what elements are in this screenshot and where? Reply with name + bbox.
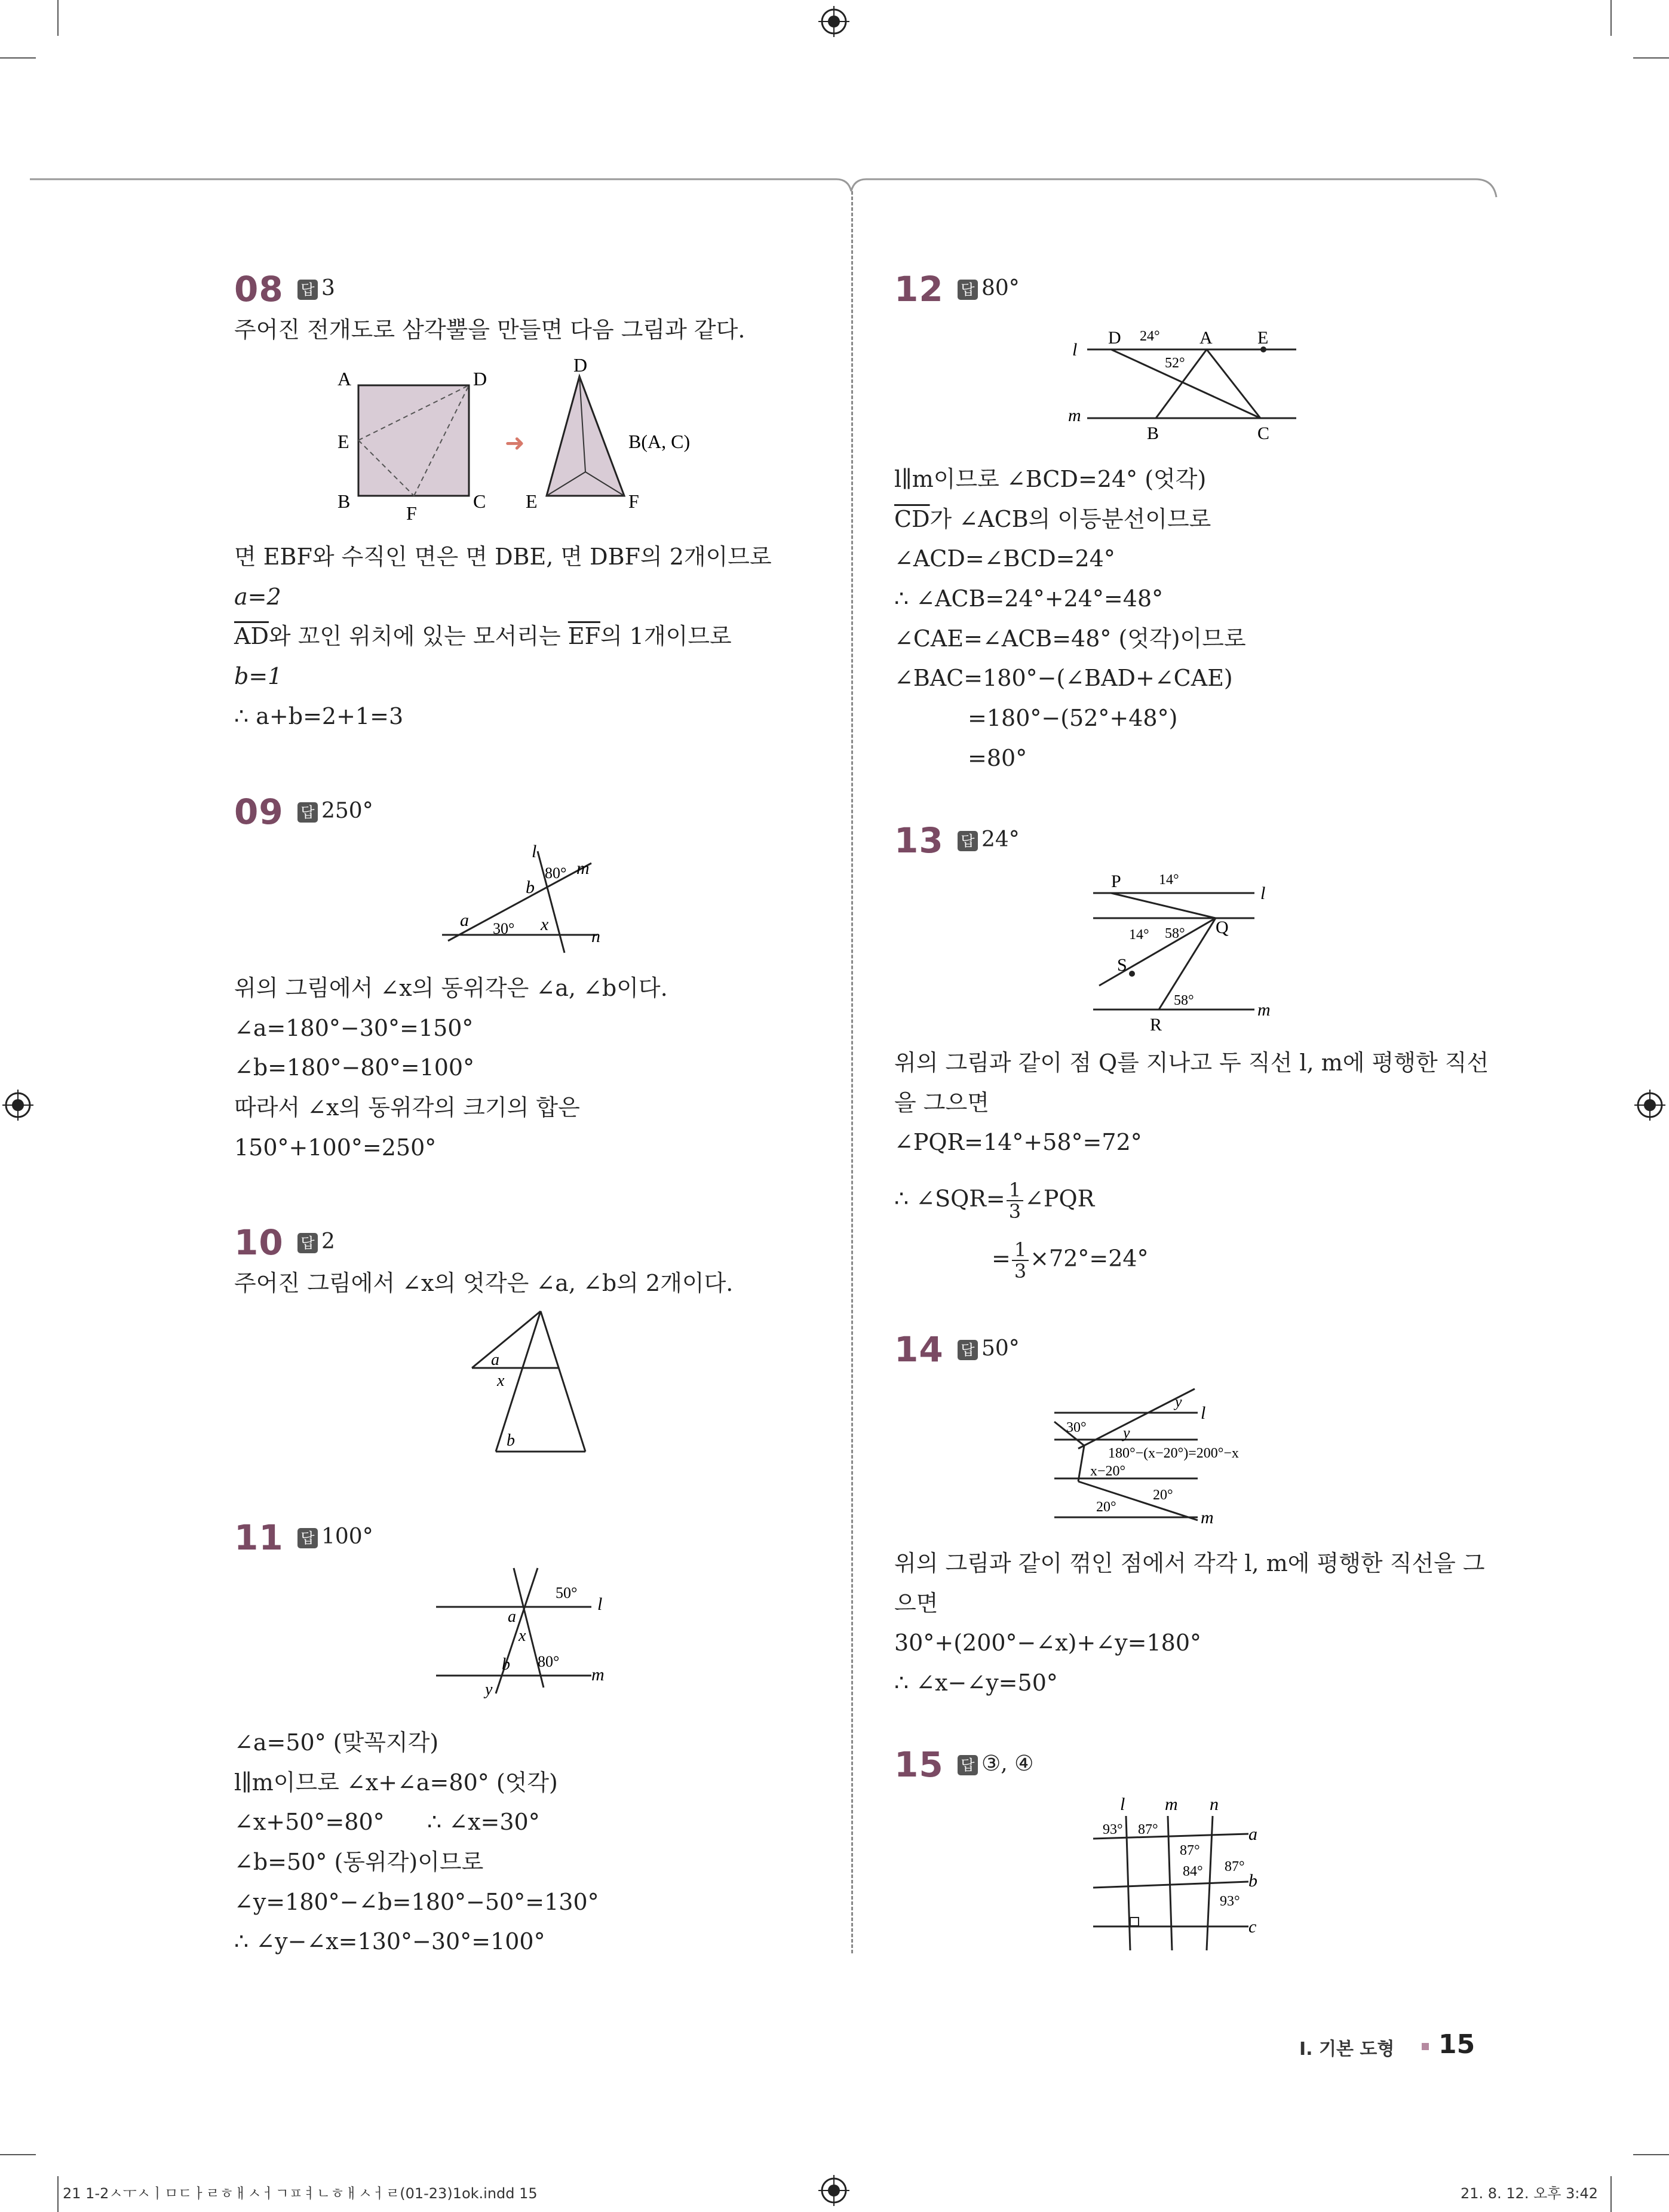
- answer: [297, 276, 335, 300]
- label: 50°: [556, 1584, 578, 1602]
- figure-12: [1063, 320, 1314, 448]
- answer: [958, 827, 1020, 852]
- label: y: [1123, 1424, 1130, 1441]
- label: S: [1117, 955, 1127, 975]
- segment-CD: $\overline{CD}$: [894, 506, 930, 532]
- text: ×72°=24°: [1030, 1245, 1149, 1272]
- label: l: [1201, 1403, 1206, 1423]
- text-line: b=1: [234, 663, 283, 689]
- problem-number: 08: [234, 269, 284, 309]
- label: 84°: [1183, 1864, 1203, 1879]
- text-line: ∴ ∠ACB=24°+24°=48°: [894, 585, 1164, 612]
- label: F: [406, 502, 417, 524]
- label: B: [338, 490, 351, 512]
- text: ∴ ∠SQR=: [894, 1185, 1005, 1212]
- fraction: [1012, 1240, 1029, 1281]
- answer-value: 50°: [981, 1336, 1020, 1361]
- problem-number: 13: [894, 820, 944, 861]
- text-line: ∴ ∠x=30°: [427, 1809, 540, 1835]
- figure-14: [1048, 1383, 1335, 1535]
- label: 87°: [1138, 1822, 1158, 1837]
- crop-mark: [1610, 2176, 1612, 2212]
- label: 20°: [1096, 1499, 1116, 1515]
- label: l: [1120, 1794, 1125, 1814]
- label: E: [526, 490, 538, 512]
- text-line: ∠b=50° (동위각)이므로: [234, 1849, 484, 1875]
- answer-value: 80°: [981, 276, 1020, 300]
- label: 80°: [538, 1653, 560, 1670]
- label: R: [1150, 1015, 1162, 1035]
- label: C: [1257, 424, 1270, 443]
- text-line: 주어진 전개도로 삼각뿔을 만들면 다음 그림과 같다.: [234, 317, 745, 343]
- figure-11: [430, 1562, 627, 1705]
- text-line: l∥m이므로 ∠x+∠a=80° (엇각): [234, 1769, 558, 1796]
- crop-mark: [1610, 0, 1612, 36]
- arrow-icon: ➜: [505, 429, 525, 456]
- text: 의 1개이므로: [600, 623, 732, 649]
- label: x: [519, 1627, 526, 1645]
- label: 87°: [1225, 1859, 1245, 1874]
- answer-badge: 답: [958, 280, 978, 300]
- label: 180°−(x−20°)=200°−x: [1108, 1446, 1239, 1461]
- problem-number: 11: [234, 1517, 284, 1558]
- label: b: [502, 1655, 510, 1674]
- label: 30°: [1066, 1420, 1087, 1435]
- label: c: [1248, 1917, 1257, 1937]
- label: 20°: [1153, 1487, 1173, 1503]
- text-line: 면 EBF와 수직인 면은 면 DBE, 면 DBF의 2개이므로: [234, 544, 772, 570]
- problem-number: 15: [894, 1744, 944, 1785]
- label: 93°: [1103, 1822, 1123, 1837]
- answer: [958, 1751, 1033, 1776]
- answer-value: 3: [321, 276, 335, 300]
- registration-mark-icon: [1633, 1088, 1667, 1122]
- problem-number: 09: [234, 791, 284, 832]
- answer: [958, 276, 1020, 300]
- text-line: [894, 505, 1211, 533]
- label: l: [532, 842, 537, 861]
- text-line: =180°−(52°+48°): [968, 705, 1178, 731]
- figure-net-to-pyramid: [323, 358, 729, 526]
- label: m: [1257, 1000, 1271, 1020]
- fraction-denominator: 3: [1008, 1200, 1021, 1223]
- label: m: [1201, 1508, 1214, 1527]
- label: a: [508, 1607, 516, 1626]
- label: D: [473, 368, 487, 389]
- text-line: [894, 1180, 1094, 1222]
- text-line: 으면: [894, 1590, 938, 1616]
- label: a: [1248, 1824, 1257, 1844]
- text-line: ∴ ∠y−∠x=130°−30°=100°: [234, 1928, 545, 1955]
- text-line: ∠PQR=14°+58°=72°: [894, 1129, 1142, 1155]
- figure-10: [466, 1305, 597, 1461]
- answer-value: 24°: [981, 827, 1020, 852]
- label: 87°: [1180, 1843, 1200, 1858]
- text-line: l∥m이므로 ∠BCD=24° (엇각): [894, 466, 1207, 492]
- segment-EF: $\overline{EF}$: [567, 623, 600, 649]
- answer: [297, 1229, 335, 1254]
- text-line: ∠BAC=180°−(∠BAD+∠CAE): [894, 665, 1233, 691]
- registration-mark-icon: [1, 1088, 35, 1122]
- text-line: ∠y=180°−∠b=180°−50°=130°: [234, 1889, 599, 1915]
- label: 93°: [1220, 1894, 1240, 1909]
- text-line: ∴ ∠x−∠y=50°: [894, 1670, 1058, 1696]
- text: 가 ∠ACB의 이등분선이므로: [929, 506, 1211, 532]
- label: 52°: [1165, 355, 1185, 371]
- label: x: [497, 1372, 505, 1390]
- answer-badge: 답: [297, 802, 318, 823]
- text-line: 150°+100°=250°: [234, 1134, 437, 1161]
- label: 30°: [493, 920, 515, 937]
- answer-badge: 답: [297, 1233, 318, 1253]
- label: 58°: [1165, 926, 1185, 941]
- label: y: [1175, 1393, 1182, 1410]
- section-bullet: [1422, 2043, 1429, 2050]
- text-line: 주어진 그림에서 ∠x의 엇각은 ∠a, ∠b의 2개이다.: [234, 1270, 734, 1296]
- label: b: [1248, 1871, 1257, 1891]
- page-number: 15: [1438, 2029, 1475, 2060]
- label: n: [591, 926, 600, 946]
- answer-badge: 답: [297, 280, 318, 300]
- crop-mark: [57, 0, 59, 36]
- text: 와 꼬인 위치에 있는 모서리는: [268, 623, 568, 649]
- answer-value: ③, ④: [981, 1751, 1034, 1776]
- label: E: [1257, 328, 1269, 348]
- registration-mark-icon: [817, 2174, 851, 2207]
- answer-badge: 답: [958, 1340, 978, 1360]
- label: 24°: [1140, 329, 1160, 344]
- header-rule: [0, 173, 1669, 221]
- answer: [297, 1524, 373, 1549]
- text-line: ∴ a+b=2+1=3: [234, 703, 404, 729]
- fraction-numerator: 1: [1007, 1180, 1023, 1201]
- answer-badge: 답: [297, 1528, 318, 1548]
- label: m: [576, 858, 590, 878]
- registration-mark-icon: [817, 5, 851, 38]
- text-line: ∠a=50° (맞꼭지각): [234, 1729, 439, 1756]
- text-line: [234, 622, 732, 651]
- text-line: [992, 1240, 1149, 1281]
- label: m: [1165, 1794, 1178, 1814]
- footer-filename: 21 1-2ㅅㅜㅅㅣㅁㄷㅏㄹㅎㅐㅅㅓㄱㅍㅕㄴㅎㅐㅅㅓㄹ(01-23)1ok.indd 15: [63, 2185, 538, 2202]
- label: a: [460, 910, 469, 930]
- text-line: 30°+(200°−∠x)+∠y=180°: [894, 1630, 1202, 1656]
- text-line: ∠x+50°=80°: [234, 1809, 385, 1835]
- text-line: ∠b=180°−80°=100°: [234, 1054, 475, 1081]
- text-line: ∠CAE=∠ACB=48° (엇각)이므로: [894, 625, 1246, 652]
- footer-date: 21. 8. 12. 오후 3:42: [1461, 2185, 1599, 2202]
- label: l: [1260, 883, 1266, 903]
- label: y: [485, 1680, 493, 1699]
- crop-mark: [57, 2176, 59, 2212]
- label: P: [1111, 872, 1121, 891]
- answer-badge: 답: [958, 1755, 978, 1775]
- text-line: 위의 그림과 같이 꺾인 점에서 각각 l, m에 평행한 직선을 그: [894, 1550, 1485, 1576]
- text-line: ∠ACD=∠BCD=24°: [894, 545, 1115, 572]
- label: B(A, C): [628, 431, 691, 452]
- label: n: [1210, 1794, 1219, 1814]
- answer-badge: 답: [958, 831, 978, 851]
- label: Q: [1216, 918, 1229, 937]
- label: D: [1108, 328, 1121, 348]
- crop-mark: [0, 57, 36, 59]
- label: A: [338, 368, 352, 389]
- label: A: [1199, 328, 1213, 348]
- label: m: [1068, 406, 1081, 425]
- text-line: a=2: [234, 584, 281, 610]
- label: l: [1072, 340, 1078, 360]
- figure-15: [1087, 1792, 1278, 1953]
- problem-number: 10: [234, 1222, 284, 1263]
- answer-value: 2: [321, 1229, 335, 1254]
- text-line: 위의 그림에서 ∠x의 동위각은 ∠a, ∠b이다.: [234, 975, 668, 1001]
- text-line: ∠a=180°−30°=150°: [234, 1015, 474, 1041]
- label: x: [541, 915, 549, 934]
- label: x−20°: [1090, 1464, 1126, 1479]
- text: ∠PQR: [1024, 1185, 1095, 1212]
- label: l: [597, 1594, 603, 1614]
- text-line: 위의 그림과 같이 점 Q를 지나고 두 직선 l, m에 평행한 직선: [894, 1050, 1489, 1076]
- label: D: [573, 358, 588, 376]
- problem-number: 14: [894, 1329, 944, 1370]
- text-line: 을 그으면: [894, 1090, 989, 1116]
- answer-value: 100°: [321, 1524, 373, 1549]
- answer: [958, 1336, 1020, 1361]
- label: a: [491, 1351, 499, 1369]
- fraction-numerator: 1: [1012, 1240, 1029, 1261]
- text: =: [992, 1245, 1011, 1272]
- label: C: [473, 490, 486, 512]
- label: b: [507, 1431, 515, 1450]
- label: 80°: [545, 864, 567, 882]
- column-divider: [851, 191, 853, 1953]
- fraction-denominator: 3: [1014, 1260, 1027, 1283]
- crop-mark: [1633, 2154, 1669, 2155]
- label: B: [1147, 424, 1159, 443]
- problem-number: 12: [894, 269, 944, 309]
- crop-mark: [0, 2154, 36, 2155]
- figure-09: [430, 839, 627, 959]
- answer-value: 250°: [321, 799, 373, 823]
- label: b: [526, 878, 535, 897]
- label: F: [628, 490, 639, 512]
- figure-13: [1081, 866, 1296, 1039]
- section-label: Ⅰ. 기본 도형: [1299, 2039, 1395, 2060]
- crop-mark: [1633, 57, 1669, 59]
- label: 14°: [1159, 872, 1179, 888]
- segment-AD: $\overline{AD}$: [234, 623, 269, 649]
- label: 58°: [1174, 993, 1194, 1008]
- answer: [297, 799, 373, 823]
- label: m: [591, 1665, 605, 1685]
- fraction: [1007, 1180, 1023, 1222]
- text-line: =80°: [968, 745, 1027, 771]
- label: E: [338, 431, 349, 452]
- label: 14°: [1129, 927, 1149, 943]
- text-line: 따라서 ∠x의 동위각의 크기의 합은: [234, 1094, 580, 1121]
